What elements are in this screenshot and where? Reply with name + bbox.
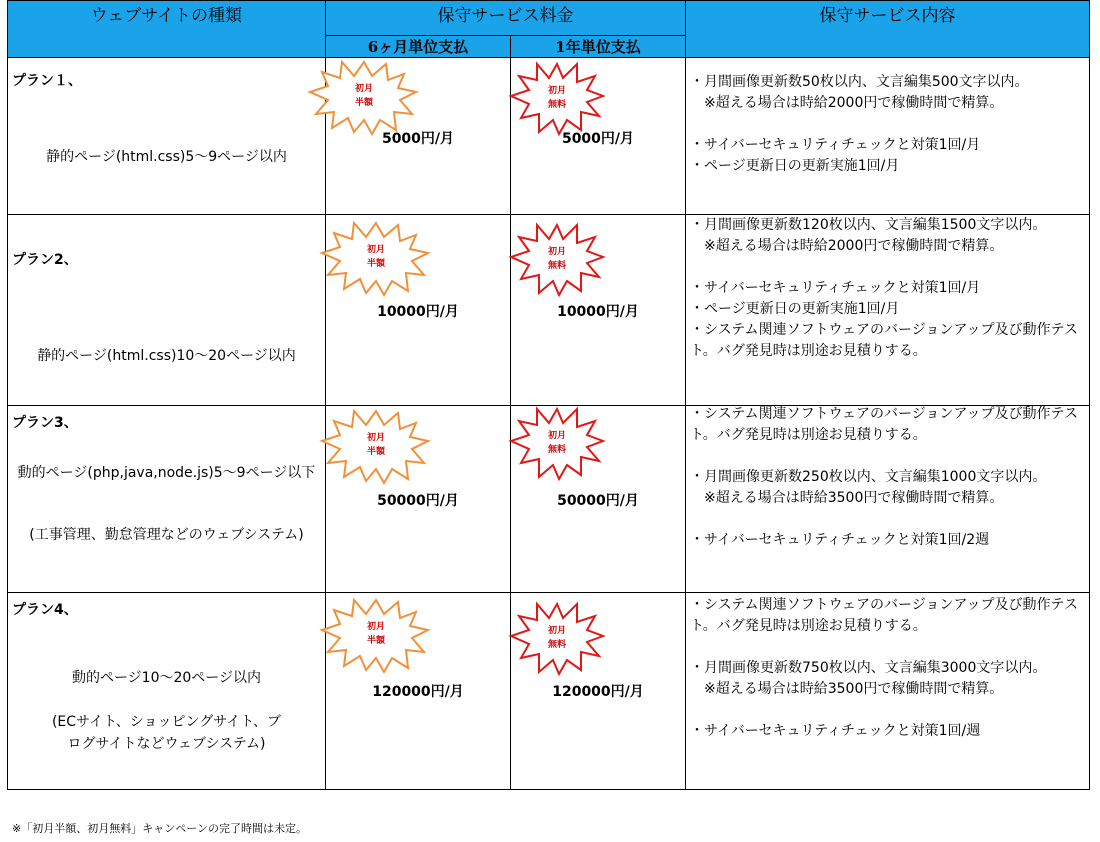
badge-text-line1: 初月 bbox=[354, 84, 373, 94]
price-6month: 10000円/月 bbox=[377, 304, 459, 320]
plan-cell bbox=[8, 406, 326, 593]
plan-content: ・月間画像更新数120枚以内、文言編集1500文字以内。 ※超える場合は時給2000円で稼働時間で精算。 ・サイバーセキュリティチェックと対策1回/月 ・ページ更新日の更新実施1回/月 ・システム関連ソフトウェアのバージョンアップ及び動作テスト。バグ発見時は別途お見積りする。 bbox=[690, 217, 1078, 359]
price-1year: 50000円/月 bbox=[557, 493, 639, 509]
badge-text-line1: 初月 bbox=[547, 431, 566, 441]
plan-cell bbox=[8, 593, 326, 790]
price-6month: 50000円/月 bbox=[377, 493, 459, 509]
plan-note: (工事管理、勤怠管理などのウェブシステム) bbox=[29, 527, 304, 543]
half-price-badge bbox=[316, 589, 436, 679]
plan-row-1 bbox=[8, 58, 1090, 215]
price-1year: 120000円/月 bbox=[552, 684, 644, 700]
badge-text-line1: 初月 bbox=[366, 622, 385, 632]
badge-text-line2: 半額 bbox=[354, 98, 373, 108]
price-6month: 120000円/月 bbox=[372, 684, 464, 700]
content-cell bbox=[686, 58, 1090, 215]
header-6month-payment: 6ヶ月単位支払 bbox=[326, 36, 511, 58]
plan-cell bbox=[8, 58, 326, 215]
plan-title: プラン１、 bbox=[12, 73, 82, 89]
badge-text-line2: 無料 bbox=[547, 445, 566, 455]
badge-text-line2: 半額 bbox=[366, 259, 385, 269]
price-6month-cell bbox=[326, 215, 511, 406]
badge-text-line1: 初月 bbox=[366, 245, 385, 255]
pricing-table bbox=[7, 0, 1090, 790]
badge-text-line2: 半額 bbox=[366, 636, 385, 646]
price-6month-cell bbox=[326, 593, 511, 790]
free-badge bbox=[507, 58, 607, 138]
badge-text-line1: 初月 bbox=[547, 247, 566, 257]
plan-note: (ECサイト、ショッピングサイト、ブログサイトなどウェブシステム) bbox=[51, 714, 282, 752]
content-cell bbox=[686, 406, 1090, 593]
plan-title: プラン2、 bbox=[12, 252, 78, 268]
badge-text-line1: 初月 bbox=[547, 86, 566, 96]
price-6month-cell bbox=[326, 406, 511, 593]
price-1year-cell bbox=[511, 58, 686, 215]
plan-row-4 bbox=[8, 593, 1090, 790]
free-badge bbox=[507, 219, 607, 299]
badge-text-line2: 半額 bbox=[366, 447, 385, 457]
plan-description: 静的ページ(html.css)5～9ページ以内 bbox=[46, 149, 287, 165]
header-1year-payment: 1年単位支払 bbox=[511, 36, 686, 58]
plan-title: プラン4、 bbox=[12, 602, 78, 618]
badge-text-line2: 無料 bbox=[547, 640, 566, 650]
price-1year: 10000円/月 bbox=[557, 304, 639, 320]
free-badge bbox=[507, 400, 607, 486]
badge-text-line2: 無料 bbox=[547, 261, 566, 271]
plan-description: 動的ページ10～20ページ以内 bbox=[71, 670, 262, 686]
badge-text-line1: 初月 bbox=[547, 626, 566, 636]
header-service-content: 保守サービス内容 bbox=[686, 1, 1090, 58]
price-6month-cell bbox=[326, 58, 511, 215]
plan-row-3 bbox=[8, 406, 1090, 593]
half-price-badge bbox=[316, 400, 436, 490]
plan-title: プラン3、 bbox=[12, 415, 78, 431]
header-service-fee: 保守サービス料金 bbox=[326, 1, 686, 36]
badge-text-line1: 初月 bbox=[366, 433, 385, 443]
footnote: ※「初月半額、初月無料」キャンペーンの完了時間は未定。 bbox=[12, 822, 307, 835]
price-1year: 5000円/月 bbox=[561, 131, 635, 147]
plan-row-2 bbox=[8, 215, 1090, 406]
plan-content: ・システム関連ソフトウェアのバージョンアップ及び動作テスト。バグ発見時は別途お見積りする。 ・月間画像更新数250枚以内、文言編集1000文字以内。 ※超える場合は時給3500円で稼働時間で精算。 ・サイバーセキュリティチェックと対策1回/2週 bbox=[690, 406, 1078, 548]
badge-text-line2: 無料 bbox=[547, 100, 566, 110]
price-1year-cell bbox=[511, 593, 686, 790]
plan-description: 静的ページ(html.css)10～20ページ以内 bbox=[37, 348, 296, 364]
price-1year-cell bbox=[511, 406, 686, 593]
header-site-type: ウェブサイトの種類 bbox=[8, 1, 326, 58]
content-cell bbox=[686, 215, 1090, 406]
price-6month: 5000円/月 bbox=[381, 131, 455, 147]
price-1year-cell bbox=[511, 215, 686, 406]
half-price-badge bbox=[304, 56, 424, 136]
free-badge bbox=[507, 595, 607, 681]
plan-content: ・システム関連ソフトウェアのバージョンアップ及び動作テスト。バグ発見時は別途お見積りする。 ・月間画像更新数750枚以内、文言編集3000文字以内。 ※超える場合は時給3500円で稼働時間で精算。 ・サイバーセキュリティチェックと対策1回/週 bbox=[690, 597, 1078, 739]
plan-description: 動的ページ(php,java,node.js)5～9ページ以下 bbox=[17, 465, 316, 481]
content-cell bbox=[686, 593, 1090, 790]
half-price-badge bbox=[316, 217, 436, 297]
plan-content: ・月間画像更新数50枚以内、文言編集500文字以内。 ※超える場合は時給2000円で稼働時間で精算。 ・サイバーセキュリティチェックと対策1回/月 ・ページ更新日の更新実施1回/月 bbox=[690, 74, 1029, 174]
plan-cell bbox=[8, 215, 326, 406]
